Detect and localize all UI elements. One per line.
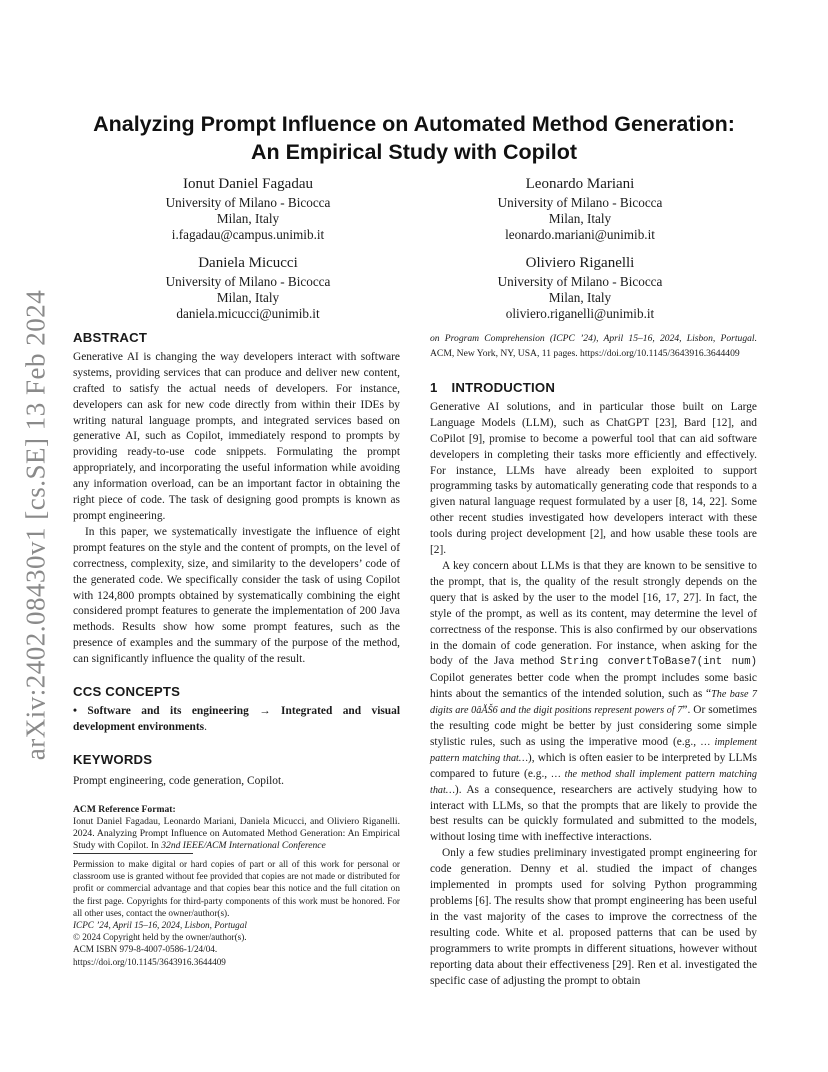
- author-block: [98, 174, 398, 244]
- prompt-example: … implement pattern matching that…: [430, 736, 757, 764]
- abstract-paragraph: In this paper, we systematically investigate the influence of eight prompt features on the style and the content of prompts, on the level of correctness, complexity, size, and similarity to the developers’ code of the generated code. We specifically consider the task of using Copilot with 124,800 prompts obtained by systematically combining the eight considered prompt features to generate the implementation of 200 Java methods. Results show how some prompt features, such as the presence of examples and the summary of the purpose of the method, can significantly influence the quality of the result.: [73, 525, 400, 666]
- right-column: [430, 380, 757, 989]
- permission-text: Permission to make digital or hard copies of part or all of this work for personal or classroom use is granted without fee provided that copies are not made or distributed for profit or commercial advantage and that copies bear this notice and the full citation on the first page. Copyrights for third-party components of this work must be honored. For all other uses, contact the owner/author(s).: [73, 859, 400, 918]
- permission-doi: https://doi.org/10.1145/3643916.3644409: [73, 956, 226, 967]
- reference-tail-continuation: ACM, New York, NY, USA, 11 pages. https://doi.org/10.1145/3643916.3644409: [430, 348, 740, 359]
- section-number: 1: [430, 380, 438, 395]
- author-block: [430, 174, 730, 244]
- permission-copyright: © 2024 Copyright held by the owner/author(s).: [73, 932, 247, 943]
- ccs-concepts: [73, 704, 400, 736]
- author-email: leonardo.mariani@unimib.it: [505, 227, 655, 243]
- reference-venue-continuation: on Program Comprehension (ICPC ’24), April 15–16, 2024, Lisbon, Portugal.: [430, 333, 757, 344]
- reference-continuation: [430, 331, 757, 361]
- abstract-heading: ABSTRACT: [73, 330, 148, 345]
- author-email: daniela.micucci@unimib.it: [176, 306, 320, 322]
- code-snippet: String convertToBase7(int num): [560, 656, 757, 669]
- abstract-paragraph: Generative AI is changing the way developers interact with software systems, providing services that can produce and deliver new content, crafted to satisfy the actual needs of developers. For instance, developers can ask for new code directly from within their IDEs by writing natural language prompts, and integrated services based on generative AI, such as Copilot, immediately respond to prompts by providing ready-to-use code snippets. Formulating the prompt appropriately, and incorporating the useful information while avoiding any information overload, can be an important factor in obtaining the right piece of code. The task of designing good prompts is known as prompt engineering.: [73, 350, 400, 522]
- author-name: Leonardo Mariani: [525, 176, 635, 192]
- ccs-heading: CCS CONCEPTS: [73, 684, 181, 700]
- arxiv-identifier: arXiv:2402.08430v1 [cs.SE] 13 Feb 2024: [20, 289, 51, 761]
- intro-text: A key concern about LLMs is that they are known to be sensitive to the prompt, that is, the quality of the result strongly depends on the query that is asked by the user to the model [16, 17, 27]. In fact, the style of the prompt, as well as its content, may determine the level of correctness of the response. This is also confirmed by our observations in the domain of code generation. For instance, when asking for the body of the Java method: [430, 559, 757, 668]
- paper-title: [60, 110, 768, 166]
- prompt-example: … the method shall implement pattern matching that…: [430, 768, 757, 796]
- author-email: oliviero.riganelli@unimib.it: [505, 306, 655, 322]
- arxiv-sidebar: [6, 290, 66, 760]
- intro-heading: [430, 380, 757, 396]
- author-location: Milan, Italy: [216, 211, 280, 227]
- author-email: i.fagadau@campus.unimib.it: [171, 227, 325, 243]
- author-location: Milan, Italy: [216, 290, 280, 306]
- acm-reference-heading: ACM Reference Format:: [73, 803, 176, 815]
- author-location: Milan, Italy: [548, 211, 612, 227]
- author-affiliation: University of Milano - Bicocca: [497, 195, 663, 210]
- intro-text: Copilot generates better code when the prompt includes some basic hints about the semantics of the intended solution, such as “: [430, 672, 757, 701]
- permission-footnote: [73, 858, 400, 968]
- intro-paragraph: Only a few studies preliminary investigated prompt engineering for code generation. Denny et al. studied the impact of changes implemented in prompts used for solving Python programming problems [6]. The results show that prompt engineering has been useful in the vast majority of the cases to improve the correctness of the resulting code. White et al. proposed patterns that can be used by programmers to write prompts in different situations, however without reporting data about their effectiveness [29]. Ren et al. investigated the specific case of adjusting the prompt to obtain: [430, 847, 757, 987]
- permission-isbn: ACM ISBN 979-8-4007-0586-1/24/04.: [73, 944, 218, 955]
- footnote-divider: [73, 853, 193, 854]
- ccs-period: .: [204, 720, 207, 733]
- prompt-example: The base 7 digits are 0âĂŠ6 and the digit positions represent powers of 7: [430, 689, 757, 717]
- author-location: Milan, Italy: [548, 290, 612, 306]
- ccs-concept-item: • Software and its engineering → Integrated and visual development environments: [73, 704, 400, 733]
- permission-venue: ICPC ’24, April 15–16, 2024, Lisbon, Portugal: [73, 920, 247, 931]
- author-name: Daniela Micucci: [198, 255, 298, 271]
- section-title: INTRODUCTION: [451, 380, 556, 395]
- author-name: Oliviero Riganelli: [525, 255, 635, 271]
- intro-paragraph: Generative AI solutions, and in particular those built on Large Language Models (LLM), such as ChatGPT [23], Bard [12], and CoPilot [9], promise to become a powerful tool that can aid software developers in completing their tasks more efficiently and effectively. For instance, LLMs have already been exploited to support programming tasks by automatically generating code that responds to a given natural language request formulated by a user [8, 14, 22]. Some other recent studies investigated how developers interact with these tools during project development [2], and how usable these tools are [2].: [430, 400, 757, 557]
- acm-reference-text: [73, 816, 400, 853]
- author-block: [430, 253, 730, 323]
- intro-text: ). As a consequence, researchers are actively studying how to interact with LLMs, so that the prompts that are likely to provide the best results can be quickly formulated and submitted to the models, without losing time with ineffective interactions.: [430, 783, 757, 844]
- intro-text: ), which is often easier to be interpreted by LLMs compared to future (e.g.,: [430, 751, 757, 780]
- acm-reference-venue: 32nd IEEE/ACM International Conference: [161, 840, 326, 852]
- author-block: [98, 253, 398, 323]
- title-line-2: An Empirical Study with Copilot: [250, 140, 578, 164]
- left-column: [73, 330, 400, 853]
- title-line-1: Analyzing Prompt Influence on Automated Method Generation:: [93, 112, 735, 136]
- acm-reference-body: Ionut Daniel Fagadau, Leonardo Mariani, Daniela Micucci, and Oliviero Riganelli. 2024. Analyzing Prompt Influence on Automated Method Generation: An Empirical Study with Copilot. In: [73, 815, 400, 852]
- author-affiliation: University of Milano - Bicocca: [165, 195, 331, 210]
- intro-paragraph: [430, 559, 757, 846]
- keywords-heading: KEYWORDS: [73, 751, 153, 767]
- intro-text: ”. Or sometimes the resulting code might be better by just considering some simple stylistic rules, such as using the imperative mood (e.g.,: [430, 704, 757, 748]
- keywords-text: Prompt engineering, code generation, Copilot.: [73, 774, 284, 787]
- author-name: Ionut Daniel Fagadau: [183, 176, 313, 192]
- author-affiliation: University of Milano - Bicocca: [165, 274, 331, 289]
- author-affiliation: University of Milano - Bicocca: [497, 274, 663, 289]
